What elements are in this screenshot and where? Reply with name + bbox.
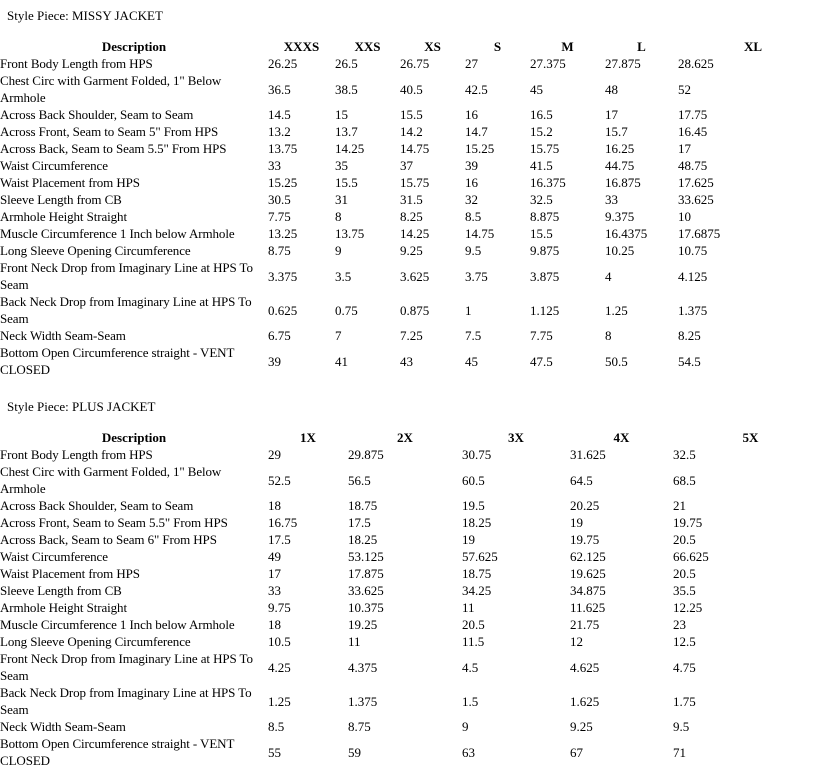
- measurement-value: 19: [462, 532, 475, 547]
- measurement-value: 7: [335, 328, 342, 343]
- measurement-value: 19.25: [348, 617, 378, 632]
- size-column-header: 2X: [397, 430, 413, 445]
- measurement-row: [0, 174, 828, 191]
- measurement-value: 41: [335, 353, 348, 369]
- measurement-value: 66.625: [673, 549, 709, 564]
- measurement-value: 14.5: [268, 107, 291, 122]
- measurement-value: 39: [268, 353, 281, 369]
- measurement-value: 13.75: [335, 226, 365, 241]
- measurement-row: [0, 463, 828, 497]
- measurement-value: 53.125: [348, 549, 384, 564]
- measurement-value: 49: [268, 549, 281, 564]
- measurement-value: 63: [462, 744, 475, 760]
- measurement-value: 52: [678, 81, 691, 97]
- measurement-value: 14.75: [400, 141, 430, 156]
- measurement-value: 56.5: [348, 472, 371, 488]
- measurement-value: 50.5: [605, 353, 628, 369]
- measurement-value: 30.75: [462, 447, 492, 462]
- measurement-value: 31: [335, 192, 348, 207]
- measurement-value: 1.375: [678, 302, 708, 318]
- measurement-row: [0, 616, 828, 633]
- measurement-value: 40.5: [400, 81, 423, 97]
- measurement-value: 15.5: [530, 226, 553, 241]
- measurement-value: 8: [605, 328, 612, 343]
- measurement-row: [0, 140, 828, 157]
- measurement-description: Across Back, Seam to Seam 6" From HPS: [0, 532, 217, 547]
- measurement-row: [0, 259, 828, 293]
- measurement-value: 71: [673, 744, 686, 760]
- measurement-description: Armhole Height Straight: [0, 600, 127, 615]
- measurement-value: 16.45: [678, 124, 708, 139]
- measurement-value: 8: [335, 209, 342, 224]
- measurement-value: 10.75: [678, 243, 708, 258]
- measurement-value: 4.5: [462, 659, 479, 675]
- measurement-row: [0, 344, 828, 378]
- measurement-value: 17.5: [268, 532, 291, 547]
- measurement-value: 39: [465, 158, 478, 173]
- measurement-value: 20.5: [462, 617, 485, 632]
- measurement-value: 8.75: [268, 243, 291, 258]
- measurement-value: 14.2: [400, 124, 423, 139]
- measurement-value: 8.25: [400, 209, 423, 224]
- measurement-row: [0, 599, 828, 616]
- measurement-description: Front Neck Drop from Imaginary Line at HPS To Seam: [0, 651, 253, 683]
- measurement-value: 1.125: [530, 302, 560, 318]
- measurement-value: 33.625: [678, 192, 714, 207]
- measurement-value: 12.25: [673, 600, 703, 615]
- measurement-value: 44.75: [605, 158, 635, 173]
- measurement-value: 9: [462, 719, 469, 734]
- measurement-value: 26.75: [400, 56, 430, 71]
- measurement-description: Neck Width Seam-Seam: [0, 719, 126, 734]
- measurement-value: 62.125: [570, 549, 606, 564]
- size-column-header: 3X: [508, 430, 524, 445]
- measurement-value: 4.625: [570, 659, 600, 675]
- measurement-value: 27.875: [605, 56, 641, 71]
- measurement-row: [0, 191, 828, 208]
- measurement-value: 41.5: [530, 158, 553, 173]
- style-piece-title: Style Piece: MISSY JACKET: [7, 8, 163, 23]
- measurement-value: 9: [335, 243, 342, 258]
- measurement-value: 17.5: [348, 515, 371, 530]
- measurement-value: 33.625: [348, 583, 384, 598]
- measurement-value: 14.25: [400, 226, 430, 241]
- header-row: [0, 429, 828, 446]
- measurement-row: [0, 514, 828, 531]
- style-piece-section: [0, 8, 828, 378]
- measurement-value: 15.75: [400, 175, 430, 190]
- description-column-header: Description: [101, 39, 167, 54]
- measurement-value: 28.625: [678, 56, 714, 71]
- measurement-value: 10: [678, 209, 691, 224]
- measurement-value: 17: [678, 141, 691, 156]
- measurement-value: 4.125: [678, 268, 708, 284]
- description-column-header: Description: [101, 430, 167, 445]
- measurement-value: 9.25: [570, 719, 593, 734]
- measurement-value: 11: [462, 600, 475, 615]
- measurement-value: 13.2: [268, 124, 291, 139]
- measurement-value: 47.5: [530, 353, 553, 369]
- size-column-header: XXS: [354, 39, 381, 54]
- size-column-header: XXXS: [283, 39, 320, 54]
- size-column-header: XS: [424, 39, 441, 54]
- measurement-description: Chest Circ with Garment Folded, 1" Below Armhole: [0, 73, 222, 105]
- measurement-description: Waist Circumference: [0, 549, 108, 564]
- measurement-description: Bottom Open Circumference straight - VENT CLOSED: [0, 345, 235, 377]
- measurement-value: 15.2: [530, 124, 553, 139]
- size-spec-table: [0, 38, 828, 378]
- measurement-value: 35.5: [673, 583, 696, 598]
- measurement-value: 1.75: [673, 693, 696, 709]
- size-column-header: 5X: [742, 430, 759, 445]
- measurement-value: 26.5: [335, 56, 358, 71]
- measurement-value: 45: [530, 81, 543, 97]
- measurement-value: 48.75: [678, 158, 708, 173]
- measurement-value: 33: [605, 192, 618, 207]
- measurement-row: [0, 293, 828, 327]
- measurement-description: Waist Circumference: [0, 158, 108, 173]
- measurement-value: 3.625: [400, 268, 430, 284]
- measurement-value: 15.5: [335, 175, 358, 190]
- measurement-value: 16.4375: [605, 226, 648, 241]
- measurement-value: 23: [673, 617, 686, 632]
- measurement-value: 17: [268, 566, 281, 581]
- measurement-value: 6.75: [268, 328, 291, 343]
- measurement-row: [0, 565, 828, 582]
- measurement-value: 11: [348, 634, 361, 649]
- measurement-value: 3.875: [530, 268, 560, 284]
- measurement-value: 3.5: [335, 268, 352, 284]
- measurement-value: 17: [605, 107, 618, 122]
- measurement-value: 34.25: [462, 583, 492, 598]
- measurement-value: 9.875: [530, 243, 560, 258]
- measurement-value: 8.25: [678, 328, 701, 343]
- measurement-description: Front Body Length from HPS: [0, 56, 153, 71]
- measurement-value: 9.25: [400, 243, 423, 258]
- measurement-value: 8.75: [348, 719, 371, 734]
- measurement-row: [0, 55, 828, 72]
- measurement-value: 18: [268, 498, 281, 513]
- measurement-value: 16.875: [605, 175, 641, 190]
- measurement-value: 15.25: [268, 175, 298, 190]
- measurement-value: 16.25: [605, 141, 635, 156]
- measurement-value: 64.5: [570, 472, 593, 488]
- measurement-value: 15.5: [400, 107, 423, 122]
- measurement-value: 8.5: [465, 209, 482, 224]
- measurement-value: 1.25: [268, 693, 291, 709]
- measurement-value: 1.625: [570, 693, 600, 709]
- measurement-row: [0, 242, 828, 259]
- measurement-row: [0, 531, 828, 548]
- measurement-value: 9.5: [673, 719, 690, 734]
- measurement-value: 33: [268, 158, 281, 173]
- measurement-value: 8.5: [268, 719, 285, 734]
- measurement-value: 48: [605, 81, 618, 97]
- measurement-value: 10.375: [348, 600, 384, 615]
- measurement-value: 59: [348, 744, 361, 760]
- measurement-description: Bottom Open Circumference straight - VENT CLOSED: [0, 736, 235, 768]
- measurement-value: 17.75: [678, 107, 708, 122]
- measurement-value: 32.5: [530, 192, 553, 207]
- measurement-description: Muscle Circumference 1 Inch below Armhole: [0, 617, 235, 632]
- measurement-row: [0, 497, 828, 514]
- style-piece-title: Style Piece: PLUS JACKET: [7, 399, 156, 414]
- measurement-value: 7.75: [268, 209, 291, 224]
- measurement-value: 11.625: [570, 600, 606, 615]
- measurement-description: Across Back, Seam to Seam 5.5" From HPS: [0, 141, 227, 156]
- measurement-value: 15: [335, 107, 348, 122]
- measurement-description: Waist Placement from HPS: [0, 175, 140, 190]
- measurement-value: 10.5: [268, 634, 291, 649]
- measurement-value: 13.75: [268, 141, 298, 156]
- measurement-value: 18.75: [348, 498, 378, 513]
- measurement-value: 31.625: [570, 447, 606, 462]
- measurement-description: Waist Placement from HPS: [0, 566, 140, 581]
- measurement-value: 20.25: [570, 498, 600, 513]
- measurement-value: 10.25: [605, 243, 635, 258]
- measurement-value: 4.375: [348, 659, 378, 675]
- measurement-row: [0, 633, 828, 650]
- size-column-header: XL: [743, 39, 763, 54]
- measurement-value: 13.7: [335, 124, 358, 139]
- measurement-value: 15.25: [465, 141, 495, 156]
- measurement-value: 15.75: [530, 141, 560, 156]
- measurement-value: 19.5: [462, 498, 485, 513]
- measurement-value: 29.875: [348, 447, 384, 462]
- measurement-value: 9.375: [605, 209, 635, 224]
- measurement-value: 67: [570, 744, 583, 760]
- measurement-value: 45: [465, 353, 478, 369]
- measurement-value: 7.75: [530, 328, 553, 343]
- measurement-description: Across Back Shoulder, Seam to Seam: [0, 107, 194, 122]
- measurement-value: 18.25: [462, 515, 492, 530]
- measurement-value: 20.5: [673, 532, 696, 547]
- measurement-row: [0, 208, 828, 225]
- measurement-value: 14.7: [465, 124, 488, 139]
- measurement-row: [0, 123, 828, 140]
- measurement-description: Long Sleeve Opening Circumference: [0, 634, 191, 649]
- measurement-value: 15.7: [605, 124, 628, 139]
- measurement-value: 19.625: [570, 566, 606, 581]
- measurement-value: 8.875: [530, 209, 560, 224]
- measurement-value: 7.5: [465, 328, 482, 343]
- measurement-value: 43: [400, 353, 413, 369]
- measurement-value: 32.5: [673, 447, 696, 462]
- measurement-value: 38.5: [335, 81, 358, 97]
- measurement-description: Across Front, Seam to Seam 5.5" From HPS: [0, 515, 228, 530]
- measurement-value: 21: [673, 498, 686, 513]
- measurement-value: 32: [465, 192, 478, 207]
- measurement-value: 20.5: [673, 566, 696, 581]
- measurement-value: 18.75: [462, 566, 492, 581]
- measurement-value: 16: [465, 175, 478, 190]
- size-column-header: S: [493, 39, 502, 54]
- header-row: [0, 38, 828, 55]
- measurement-value: 3.375: [268, 268, 298, 284]
- measurement-value: 18: [268, 617, 281, 632]
- measurement-description: Neck Width Seam-Seam: [0, 328, 126, 343]
- measurement-value: 68.5: [673, 472, 696, 488]
- measurement-value: 1: [465, 302, 472, 318]
- measurement-description: Muscle Circumference 1 Inch below Armhole: [0, 226, 235, 241]
- measurement-value: 16: [465, 107, 478, 122]
- measurement-value: 1.25: [605, 302, 628, 318]
- measurement-value: 30.5: [268, 192, 291, 207]
- measurement-description: Chest Circ with Garment Folded, 1" Below Armhole: [0, 464, 222, 496]
- measurement-row: [0, 327, 828, 344]
- measurement-value: 29: [268, 447, 281, 462]
- measurement-value: 16.75: [268, 515, 298, 530]
- measurement-value: 4: [605, 268, 612, 284]
- measurement-row: [0, 684, 828, 718]
- measurement-value: 19.75: [673, 515, 703, 530]
- measurement-row: [0, 157, 828, 174]
- size-column-header: M: [561, 39, 574, 54]
- measurement-value: 17.6875: [678, 226, 721, 241]
- measurement-description: Sleeve Length from CB: [0, 192, 122, 207]
- measurement-value: 12: [570, 634, 583, 649]
- measurement-value: 55: [268, 744, 281, 760]
- measurement-value: 17.625: [678, 175, 714, 190]
- measurement-description: Across Back Shoulder, Seam to Seam: [0, 498, 194, 513]
- measurement-value: 16.375: [530, 175, 566, 190]
- measurement-description: Across Front, Seam to Seam 5" From HPS: [0, 124, 219, 139]
- measurement-value: 14.25: [335, 141, 365, 156]
- measurement-value: 34.875: [570, 583, 606, 598]
- measurement-value: 26.25: [268, 56, 298, 71]
- measurement-description: Sleeve Length from CB: [0, 583, 122, 598]
- measurement-row: [0, 582, 828, 599]
- measurement-row: [0, 548, 828, 565]
- measurement-value: 17.875: [348, 566, 384, 581]
- measurement-value: 7.25: [400, 328, 423, 343]
- measurement-value: 3.75: [465, 268, 488, 284]
- measurement-value: 27.375: [530, 56, 566, 71]
- size-column-header: 1X: [300, 430, 316, 445]
- measurement-value: 37: [400, 158, 413, 173]
- measurement-description: Front Neck Drop from Imaginary Line at HPS To Seam: [0, 260, 253, 292]
- measurement-value: 14.75: [465, 226, 495, 241]
- measurement-description: Back Neck Drop from Imaginary Line at HPS To Seam: [0, 294, 252, 326]
- measurement-value: 9.75: [268, 600, 291, 615]
- measurement-description: Long Sleeve Opening Circumference: [0, 243, 191, 258]
- measurement-value: 21.75: [570, 617, 600, 632]
- measurement-row: [0, 106, 828, 123]
- measurement-value: 1.375: [348, 693, 378, 709]
- measurement-value: 19.75: [570, 532, 600, 547]
- measurement-value: 31.5: [400, 192, 423, 207]
- measurement-value: 0.625: [268, 302, 298, 318]
- measurement-row: [0, 446, 828, 463]
- measurement-value: 12.5: [673, 634, 696, 649]
- measurement-row: [0, 650, 828, 684]
- measurement-value: 4.25: [268, 659, 291, 675]
- measurement-value: 16.5: [530, 107, 553, 122]
- measurement-value: 1.5: [462, 693, 479, 709]
- measurement-value: 52.5: [268, 472, 291, 488]
- measurement-value: 0.75: [335, 302, 358, 318]
- measurement-value: 19: [570, 515, 583, 530]
- measurement-value: 35: [335, 158, 348, 173]
- measurement-value: 42.5: [465, 81, 488, 97]
- size-column-header: L: [637, 39, 646, 54]
- measurement-row: [0, 72, 828, 106]
- measurement-description: Back Neck Drop from Imaginary Line at HPS To Seam: [0, 685, 252, 717]
- measurement-value: 57.625: [462, 549, 498, 564]
- measurement-row: [0, 225, 828, 242]
- style-piece-section: [0, 399, 828, 769]
- measurement-value: 9.5: [465, 243, 482, 258]
- measurement-description: Front Body Length from HPS: [0, 447, 153, 462]
- measurement-row: [0, 718, 828, 735]
- measurement-value: 27: [465, 56, 478, 71]
- measurement-value: 60.5: [462, 472, 485, 488]
- size-spec-table: [0, 429, 828, 769]
- measurement-description: Armhole Height Straight: [0, 209, 127, 224]
- measurement-value: 18.25: [348, 532, 378, 547]
- measurement-value: 4.75: [673, 659, 696, 675]
- measurement-value: 33: [268, 583, 281, 598]
- measurement-value: 36.5: [268, 81, 291, 97]
- measurement-value: 0.875: [400, 302, 430, 318]
- measurement-value: 13.25: [268, 226, 298, 241]
- measurement-value: 11.5: [462, 634, 485, 649]
- measurement-value: 54.5: [678, 353, 701, 369]
- size-column-header: 4X: [613, 430, 630, 445]
- measurement-row: [0, 735, 828, 769]
